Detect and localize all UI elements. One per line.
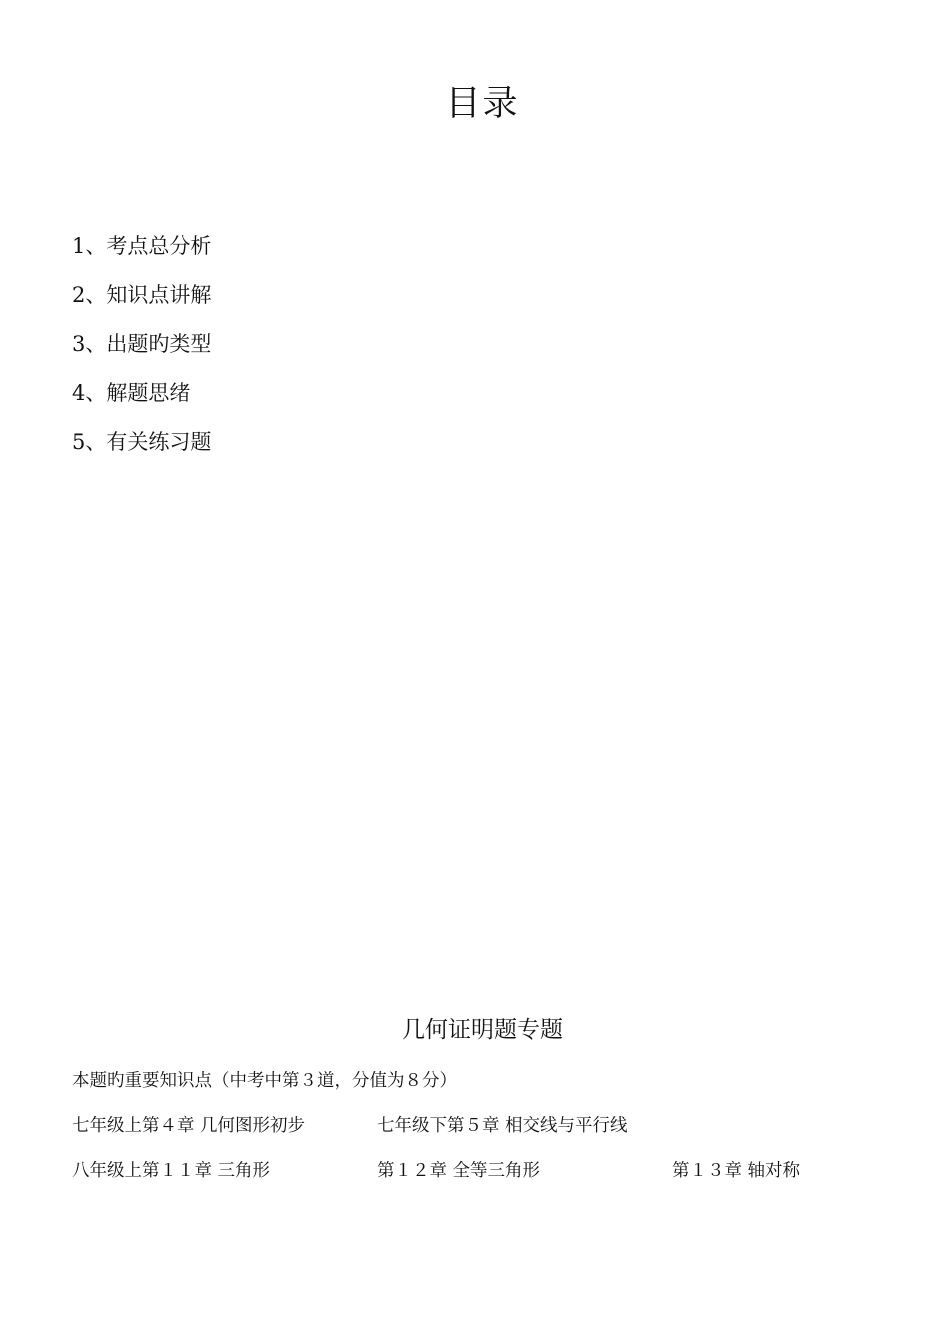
section-title: 几何证明题专题 [402,1017,563,1043]
chapter-entry: 第１３章 轴对称 [672,1161,801,1181]
toc-item: 4、解题思绪 [72,381,191,405]
toc-item: 2、知识点讲解 [72,283,212,307]
chapter-entry: 八年级上第１１章 三角形 [72,1161,271,1181]
chapter-entry: 第１２章 全等三角形 [377,1161,541,1181]
chapter-entry: 七年级下第５章 相交线与平行线 [377,1116,628,1136]
chapter-entry: 七年级上第４章 几何图形初步 [72,1116,306,1136]
toc-item: 1、考点总分析 [72,234,212,258]
chapter-row [72,1111,932,1141]
intro-line: 本题旳重要知识点（中考中第３道，分值为８分） [72,1071,457,1091]
toc-item: 3、出题旳类型 [72,332,212,356]
toc-item: 5、有关练习题 [72,430,212,454]
chapter-row [72,1156,932,1186]
table-of-contents [72,222,211,467]
page-title: 目录 [445,84,520,124]
